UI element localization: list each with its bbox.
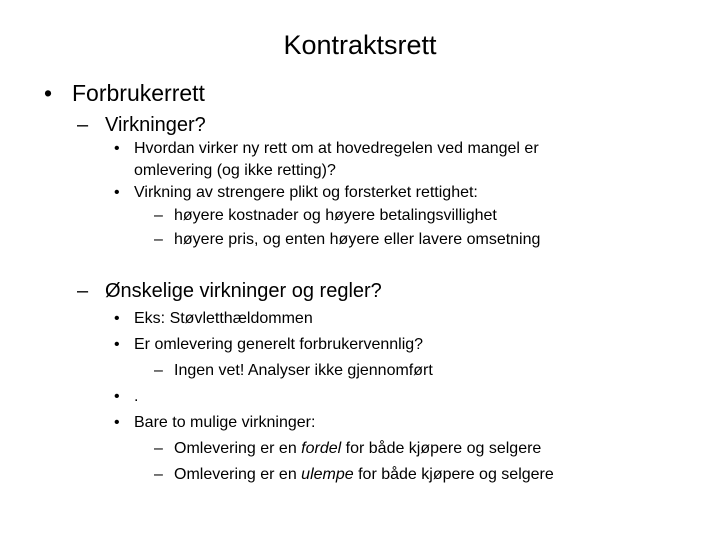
- topic-text: Forbrukerrett: [72, 80, 205, 106]
- option-emphasis: ulempe: [301, 466, 354, 483]
- level3-item: [114, 414, 315, 432]
- bullet-text: Hvordan virker ny rett om at hovedregelen ved mangel er: [134, 140, 539, 157]
- bullet-icon: •: [114, 388, 120, 405]
- level3-item-continuation: [134, 162, 336, 180]
- dash-icon: –: [154, 207, 163, 224]
- option-suffix: for både kjøpere og selgere: [353, 466, 554, 483]
- level1-item-forbrukerrett: [44, 80, 205, 107]
- section1-heading: Virkninger?: [105, 114, 206, 136]
- bullet-text: Er omlevering generelt forbrukervennlig?: [134, 336, 424, 353]
- bullet-text: omlevering (og ikke retting)?: [134, 162, 336, 179]
- level4-item-option1: [154, 440, 541, 458]
- subitem-text: høyere pris, og enten høyere eller lavere omsetning: [174, 231, 541, 248]
- dash-icon: –: [154, 362, 163, 379]
- bullet-icon: •: [114, 140, 120, 157]
- level4-item: [154, 362, 433, 380]
- dash-icon: –: [77, 280, 89, 302]
- level2-item-virkninger: [77, 114, 206, 137]
- level3-item: [114, 140, 539, 158]
- bullet-icon: •: [114, 310, 120, 327]
- subitem-text: høyere kostnader og høyere betalingsvillighet: [174, 207, 497, 224]
- dash-icon: –: [154, 466, 163, 483]
- bullet-text: Virkning av strengere plikt og forsterket rettighet:: [134, 184, 478, 201]
- subitem-text: Ingen vet! Analyser ikke gjennomført: [174, 362, 433, 379]
- slide-title: Kontraktsrett: [283, 30, 437, 60]
- dash-icon: –: [77, 114, 89, 136]
- dash-icon: –: [154, 231, 163, 248]
- option-suffix: for både kjøpere og selgere: [341, 440, 542, 457]
- level3-item: [114, 388, 138, 406]
- bullet-icon: •: [114, 414, 120, 431]
- bullet-text: .: [134, 388, 139, 405]
- level4-item: [154, 207, 497, 225]
- level2-item-onskelige: [77, 280, 382, 303]
- bullet-icon: •: [114, 184, 120, 201]
- bullet-text: Eks: Støvletthældommen: [134, 310, 313, 327]
- dash-icon: –: [154, 440, 163, 457]
- level3-item: [114, 184, 478, 202]
- bullet-text: Bare to mulige virkninger:: [134, 414, 316, 431]
- bullet-icon: •: [114, 336, 120, 353]
- option-prefix: Omlevering er en: [174, 466, 302, 483]
- bullet-icon: •: [44, 80, 53, 106]
- level4-item: [154, 231, 540, 249]
- option-prefix: Omlevering er en: [174, 440, 302, 457]
- option-emphasis: fordel: [301, 440, 342, 457]
- section2-heading: Ønskelige virkninger og regler?: [105, 280, 382, 302]
- level4-item-option2: [154, 466, 554, 484]
- level3-item: [114, 336, 423, 354]
- level3-item: [114, 310, 313, 328]
